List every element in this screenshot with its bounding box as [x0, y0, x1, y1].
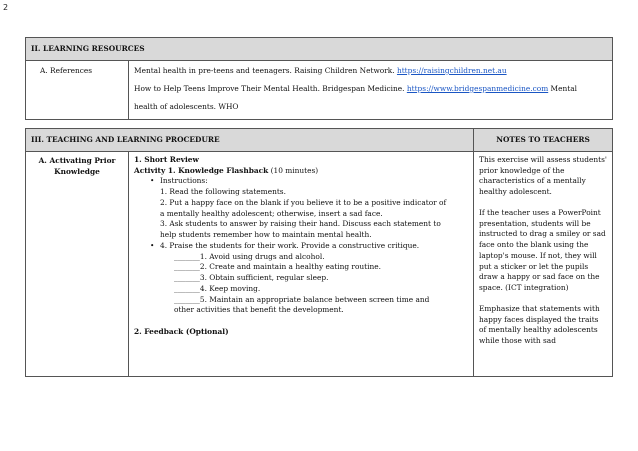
note-line: laptop's mouse. If not, they will: [479, 250, 597, 260]
procedure-content: [129, 152, 474, 377]
note-line: happy faces displayed the traits: [479, 314, 599, 324]
notes-header: NOTES TO TEACHERS: [474, 129, 613, 152]
note-line: space. (ICT integration): [479, 283, 569, 293]
raising-children-link[interactable]: https://raisingchildren.net.au: [396, 66, 507, 75]
note-line: put a sticker or let the pupils: [479, 261, 589, 271]
bridgespan-link[interactable]: https://www.bridgespanmedicine.com: [406, 84, 549, 93]
statement-5: _______5. Maintain an appropriate balance between screen time and: [174, 294, 430, 304]
note-line: draw a happy or sad face on the: [479, 272, 600, 282]
instructions-label: • Instructions:: [134, 176, 468, 187]
note-line: healthy adolescent.: [479, 187, 552, 197]
notes-to-teachers: [474, 152, 613, 377]
instruction-3: 3. Ask students to answer by raising their hand. Discuss each statement to: [160, 219, 441, 229]
statement-3: _______3. Obtain sufficient, regular sleep.: [174, 273, 329, 283]
short-review-heading: 1. Short Review: [134, 155, 199, 164]
note-line: presentation, students will be: [479, 218, 591, 228]
note-line: characteristics of a mentally: [479, 176, 586, 186]
instruction-2: 2. Put a happy face on the blank if you believe it to be a positive indicator of: [160, 197, 447, 207]
instruction-4: • 4. Praise the students for their work. Provide a constructive critique.: [134, 241, 468, 252]
statement-4: _______4. Keep moving.: [174, 283, 261, 293]
note-line: while those with sad: [479, 336, 556, 346]
note-line: Emphasize that statements with: [479, 303, 600, 313]
instruction-1: 1. Read the following statements.: [160, 187, 286, 197]
learning-resources-table: [25, 37, 613, 120]
reference-1: Mental health in pre-teens and teenagers. Raising Children Network. https://raisingchildren.net.au: [134, 66, 507, 75]
note-line: of mentally healthy adolescents: [479, 325, 598, 335]
references-label: A. References: [40, 66, 93, 75]
reference-2: How to Help Teens Improve Their Mental Health. Bridgespan Medicine. https://www.bridgespanmedicine.com Mental: [134, 84, 577, 93]
instruction-2-cont: a mentally healthy adolescent; otherwise, insert a sad face.: [160, 208, 383, 218]
page-number: 2: [3, 3, 9, 12]
note-line: If the teacher uses a PowerPoint: [479, 207, 601, 217]
statement-1: _______1. Avoid using drugs and alcohol.: [174, 251, 325, 261]
reference-3: health of adolescents. WHO: [134, 102, 239, 111]
note-line: face onto the blank using the: [479, 240, 589, 250]
activity-title: Activity 1. Knowledge Flashback (10 minutes): [134, 165, 319, 175]
note-line: instructed to drag a smiley or sad: [479, 229, 606, 239]
note-line: prior knowledge of the: [479, 165, 565, 175]
references-cell: [129, 61, 613, 120]
note-line: This exercise will assess students': [479, 155, 607, 164]
activating-prior-knowledge-label: A. Activating Prior Knowledge: [26, 152, 129, 377]
statement-2: _______2. Create and maintain a healthy eating routine.: [174, 262, 381, 272]
statement-5-cont: other activities that benefit the development.: [174, 305, 344, 315]
instruction-3-cont: help students remember how to maintain mental health.: [160, 230, 372, 240]
learning-resources-header: II. LEARNING RESOURCES: [26, 38, 613, 61]
procedure-table: [25, 128, 613, 377]
procedure-header: III. TEACHING AND LEARNING PROCEDURE: [26, 129, 474, 152]
feedback-heading: 2. Feedback (Optional): [134, 327, 229, 337]
